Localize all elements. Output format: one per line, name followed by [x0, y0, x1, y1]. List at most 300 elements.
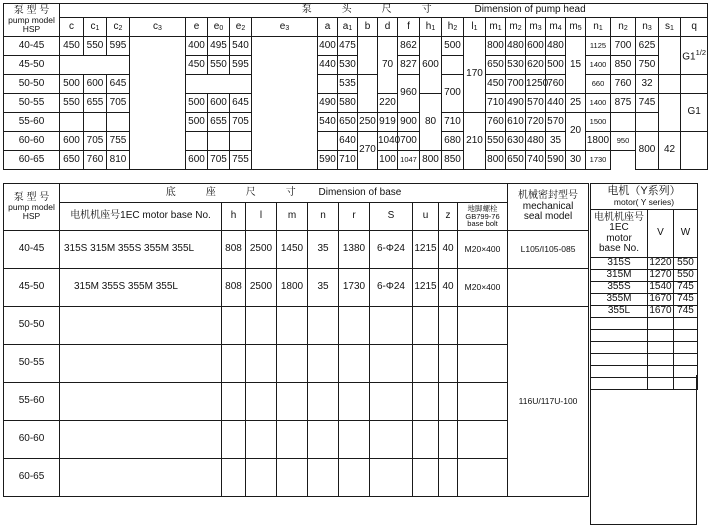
cell: 800 [486, 37, 506, 56]
cell [659, 75, 681, 94]
cell: 220 [378, 94, 398, 113]
cell: 550 [674, 270, 698, 282]
cell: 755 [107, 132, 130, 151]
cell: 808 [222, 231, 246, 269]
cell [370, 459, 413, 497]
cell [318, 75, 338, 94]
cell [659, 94, 681, 132]
model-header-hsp: HSP [22, 24, 41, 35]
cell: 170 [464, 37, 486, 113]
cell: 660 [586, 75, 611, 94]
table-row [4, 75, 708, 94]
table-row [591, 258, 698, 270]
cell [413, 421, 439, 459]
cell: 570 [526, 94, 546, 113]
cell: 30 [566, 151, 586, 170]
header-d: d [378, 18, 398, 37]
header-m3: $m_3$ [526, 18, 546, 37]
cell: 32 [636, 75, 659, 94]
table-row [4, 56, 708, 75]
header-n1: $n_1$ [586, 18, 611, 37]
header-a: a [318, 18, 338, 37]
cell [681, 75, 708, 94]
cell: 590 [546, 151, 566, 170]
cell: 760 [546, 75, 566, 94]
header-h: h [222, 203, 246, 231]
cell: 1500 [586, 113, 611, 132]
model-cell: 50-50 [4, 75, 60, 94]
cell: 1670 [649, 293, 672, 305]
cell: 550 [60, 94, 84, 113]
cell [674, 354, 698, 366]
base-table [3, 183, 589, 497]
cell: 1047 [398, 151, 420, 170]
cell: 1215 [413, 269, 439, 307]
cell [60, 345, 222, 383]
header-h1: $h_1$ [420, 18, 442, 37]
cell: 450 [60, 37, 84, 56]
cell [591, 354, 648, 366]
cell: 595 [230, 56, 252, 75]
cell: 875 [611, 94, 636, 113]
header-q: q [681, 18, 708, 37]
cell: 630 [506, 132, 526, 151]
cell [458, 383, 508, 421]
cell [84, 113, 107, 132]
cell: 490 [318, 94, 338, 113]
table-row [591, 306, 698, 318]
table-row [591, 270, 698, 282]
cell [107, 113, 130, 132]
base-title [60, 184, 508, 203]
header-f: f [398, 18, 420, 37]
cell: 315M [591, 270, 648, 282]
cell [208, 132, 230, 151]
cell [648, 318, 674, 330]
header-S: S [370, 203, 413, 231]
cell: 1215 [413, 231, 439, 269]
cell: 500 [546, 56, 566, 75]
cell: 440 [546, 94, 566, 113]
cell: 950 [611, 132, 636, 151]
seal-header [508, 184, 589, 231]
cell: 100 [378, 151, 398, 170]
cell: 480 [526, 132, 546, 151]
table-row [4, 383, 589, 421]
cell: 35 [308, 231, 339, 269]
cell: 315S 315M 355S 355M 355L [60, 231, 222, 269]
cell: 6-Φ24 [370, 231, 413, 269]
motor-title [591, 184, 698, 210]
cell: 755 [230, 151, 252, 170]
cell [370, 307, 413, 345]
cell: 705 [107, 94, 130, 113]
header-m2: $m_2$ [506, 18, 526, 37]
cell: 745 [674, 306, 698, 318]
cell: 600 [186, 151, 208, 170]
cell [318, 132, 338, 151]
cell: 570 [546, 113, 566, 132]
cell: 535 [338, 75, 358, 94]
cell: 960 [398, 75, 420, 113]
table-row [591, 282, 698, 294]
cell: 475 [338, 37, 358, 56]
cell: 1730 [339, 269, 370, 307]
cell: 745 [674, 294, 698, 306]
cell: 655 [84, 94, 107, 113]
cell [308, 307, 339, 345]
base-model-header-cn: 泵 型 号 [13, 191, 50, 203]
cell [339, 383, 370, 421]
header-e0: $e_0$ [208, 18, 230, 37]
cell: 595 [107, 37, 130, 56]
cell [659, 37, 681, 75]
table-row [4, 307, 589, 345]
cell: 35 [546, 132, 566, 151]
cell: 1400 [586, 56, 611, 75]
cell [60, 459, 222, 497]
cell: 35 [308, 269, 339, 307]
cell [339, 459, 370, 497]
cell: 1450 [277, 231, 308, 269]
cell [252, 37, 318, 170]
cell: 705 [208, 151, 230, 170]
cell: 1040 [378, 132, 398, 151]
model-cell: 50-55 [4, 94, 60, 113]
model-cell: 55-60 [4, 383, 60, 421]
cell: 700 [398, 132, 420, 151]
cell: 530 [506, 56, 526, 75]
cell: 315S [591, 258, 648, 270]
model-cell: 45-50 [4, 56, 60, 75]
cell: 250 [358, 113, 378, 132]
cell: 610 [506, 113, 526, 132]
cell: 355L [591, 306, 648, 318]
motor-title-en: motor( Y series) [613, 196, 675, 207]
cell: 745 [674, 282, 698, 294]
cell: $G1^{1/2}$ [681, 37, 708, 75]
cell: 700 [442, 75, 464, 113]
model-header-en: pump model [8, 15, 55, 26]
cell [246, 307, 277, 345]
cell [458, 459, 508, 497]
motor-panel-frame [590, 375, 697, 525]
motor-base-col-header [591, 210, 648, 258]
cell: 900 [398, 113, 420, 132]
cell [186, 132, 208, 151]
header-c1: $c_1$ [84, 18, 107, 37]
cell: 760 [84, 151, 107, 170]
cell: 745 [636, 94, 659, 113]
cell: 355M [591, 294, 648, 306]
cell: 700 [506, 75, 526, 94]
cell [358, 75, 378, 113]
header-h2: $h_2$ [442, 18, 464, 37]
cell: 540 [230, 37, 252, 56]
motor-col-en1: motor [606, 232, 632, 244]
cell [442, 56, 464, 75]
header-r: r [339, 203, 370, 231]
cell [339, 421, 370, 459]
cell: 1250 [526, 75, 546, 94]
header-e2: $e_2$ [230, 18, 252, 37]
cell: 600 [60, 132, 84, 151]
cell: 580 [338, 94, 358, 113]
cell: 15 [566, 37, 586, 94]
cell: 705 [230, 113, 252, 132]
header-m1: $m_1$ [486, 18, 506, 37]
cell: 600 [208, 94, 230, 113]
cell: 400 [318, 37, 338, 56]
cell [413, 307, 439, 345]
header-c2: $c_2$ [107, 18, 130, 37]
cell: 42 [659, 132, 681, 170]
cell: 705 [84, 132, 107, 151]
cell: 440 [318, 56, 338, 75]
cell [674, 318, 698, 330]
cell [308, 459, 339, 497]
cell: 710 [338, 151, 358, 170]
base-model-header [4, 184, 60, 231]
cell: 850 [442, 151, 464, 170]
cell: 1800 [277, 269, 308, 307]
header-c3: $c_3$ [130, 18, 186, 37]
cell: 620 [526, 56, 546, 75]
cell [308, 383, 339, 421]
cell: 808 [222, 269, 246, 307]
motor-table [590, 183, 698, 390]
cell: 600 [84, 75, 107, 94]
cell [358, 37, 378, 75]
cell [591, 318, 648, 330]
cell [277, 383, 308, 421]
cell [246, 421, 277, 459]
cell: 710 [442, 113, 464, 132]
cell: 720 [526, 113, 546, 132]
cell [246, 345, 277, 383]
table-row [4, 151, 708, 170]
cell [222, 421, 246, 459]
cell: 645 [230, 94, 252, 113]
model-cell: 50-50 [4, 307, 60, 345]
cell: 80 [420, 94, 442, 151]
cell [60, 383, 222, 421]
header-l1: $l_1$ [464, 18, 486, 37]
cell: 25 [566, 94, 586, 113]
cell [439, 383, 458, 421]
bolt-header-en: base bolt [467, 219, 498, 229]
cell: 315M 355S 355M 355L [60, 269, 222, 307]
cell: 70 [378, 37, 398, 94]
cell: 650 [506, 151, 526, 170]
seal-header-cn: 机械密封型号 [518, 190, 579, 202]
cell: 625 [636, 37, 659, 56]
cell: 1730 [586, 151, 611, 170]
model-cell: 45-50 [4, 269, 60, 307]
cell [674, 330, 698, 342]
cell: 550 [486, 132, 506, 151]
header-l: l [246, 203, 277, 231]
cell: 500 [186, 94, 208, 113]
cell: L105/I105-085 [508, 231, 589, 269]
cell: 1380 [339, 231, 370, 269]
header-s1: $s_1$ [659, 18, 681, 37]
cell [648, 354, 674, 366]
cell [277, 421, 308, 459]
cell [648, 342, 674, 354]
header-w: W [674, 210, 698, 258]
pump-head-title-en: Dimension of pump head [474, 4, 586, 16]
cell: 850 [611, 56, 636, 75]
cell [186, 75, 252, 94]
cell [458, 345, 508, 383]
cell [339, 307, 370, 345]
cell [130, 37, 186, 170]
cell: 740 [526, 151, 546, 170]
bolt-header [458, 203, 508, 231]
cell: 1270 [649, 269, 672, 281]
cell: 40 [439, 269, 458, 307]
cell [458, 421, 508, 459]
cell: 680 [442, 132, 464, 151]
header-e: e [186, 18, 208, 37]
cell: 700 [611, 37, 636, 56]
header-m4: $m_4$ [546, 18, 566, 37]
cell [277, 459, 308, 497]
header-n2: $n_2$ [611, 18, 636, 37]
cell: 655 [208, 113, 230, 132]
header-z: z [439, 203, 458, 231]
model-cell: 60-65 [4, 459, 60, 497]
cell: 550 [84, 37, 107, 56]
model-cell: 55-60 [4, 113, 60, 132]
header-m5: $m_5$ [566, 18, 586, 37]
table-row [4, 459, 589, 497]
cell: 650 [338, 113, 358, 132]
motor-base-header: 电机机座号1EC motor base No. [60, 203, 222, 231]
cell: 645 [107, 75, 130, 94]
cell: 40 [439, 231, 458, 269]
motor-col-en2: base No. [598, 243, 640, 254]
header-n: n [308, 203, 339, 231]
header-m: m [277, 203, 308, 231]
cell [230, 132, 252, 151]
cell: 650 [60, 151, 84, 170]
cell: 500 [186, 113, 208, 132]
seal-lower-cell: 116U/117U-100 [508, 307, 589, 497]
base-model-header-en: pump model [8, 202, 55, 213]
table-row [4, 269, 589, 307]
cell: 495 [208, 37, 230, 56]
cell [591, 342, 648, 354]
cell: 827 [398, 56, 420, 75]
cell: 800 [636, 132, 659, 170]
cell: M20×400 [458, 269, 508, 307]
cell: 550 [674, 258, 698, 270]
cell: G1 [681, 94, 708, 132]
cell: 800 [420, 151, 442, 170]
header-n3: $n_3$ [636, 18, 659, 37]
cell [681, 132, 708, 170]
cell [636, 113, 659, 132]
cell: 1125 [586, 37, 611, 56]
motor-col-cn: 电机机座号1EC [594, 211, 644, 233]
cell [370, 383, 413, 421]
header-b: b [358, 18, 378, 37]
cell [60, 421, 222, 459]
model-cell: 60-60 [4, 132, 60, 151]
table-row [4, 231, 589, 269]
table-row [4, 113, 708, 132]
cell [413, 345, 439, 383]
table-row [4, 421, 589, 459]
cell [222, 383, 246, 421]
model-cell: 40-45 [4, 37, 60, 56]
base-title-en: Dimension of base [318, 186, 402, 198]
cell: 2500 [246, 231, 277, 269]
cell: 760 [611, 75, 636, 94]
cell: 480 [546, 37, 566, 56]
cell: 750 [636, 56, 659, 75]
cell [611, 113, 636, 132]
cell [222, 345, 246, 383]
cell: 640 [338, 132, 358, 151]
header-v: V [648, 210, 674, 258]
pump-head-header-row [4, 18, 708, 37]
cell [439, 345, 458, 383]
cell: 6-Φ24 [370, 269, 413, 307]
cell: 810 [107, 151, 130, 170]
cell: 450 [186, 56, 208, 75]
cell [370, 421, 413, 459]
cell: 450 [486, 75, 506, 94]
cell: 1670 [649, 305, 672, 317]
pump-head-table [3, 3, 708, 170]
cell [339, 345, 370, 383]
cell [413, 383, 439, 421]
cell: 270 [358, 132, 378, 170]
table-row [591, 294, 698, 306]
header-e3: $e_3$ [252, 18, 318, 37]
cell: 2500 [246, 269, 277, 307]
model-header-cn: 泵 型 号 [13, 4, 50, 16]
q-fraction: 1/2 [695, 47, 707, 57]
pump-head-title [60, 4, 708, 18]
cell [60, 56, 130, 75]
cell: 500 [442, 37, 464, 56]
cell: 710 [486, 94, 506, 113]
model-cell: 60-65 [4, 151, 60, 170]
model-header [4, 4, 60, 37]
cell [439, 459, 458, 497]
cell: 210 [464, 113, 486, 170]
cell [458, 307, 508, 345]
header-u: u [413, 203, 439, 231]
cell: 760 [486, 113, 506, 132]
cell [439, 421, 458, 459]
seal-header-en2: seal model [523, 211, 573, 223]
model-cell: 40-45 [4, 231, 60, 269]
cell [508, 269, 589, 307]
cell [60, 113, 84, 132]
cell: 590 [318, 151, 338, 170]
cell: 540 [318, 113, 338, 132]
cell [674, 342, 698, 354]
cell [439, 307, 458, 345]
header-c: c [60, 18, 84, 37]
cell: 530 [338, 56, 358, 75]
cell [60, 307, 222, 345]
